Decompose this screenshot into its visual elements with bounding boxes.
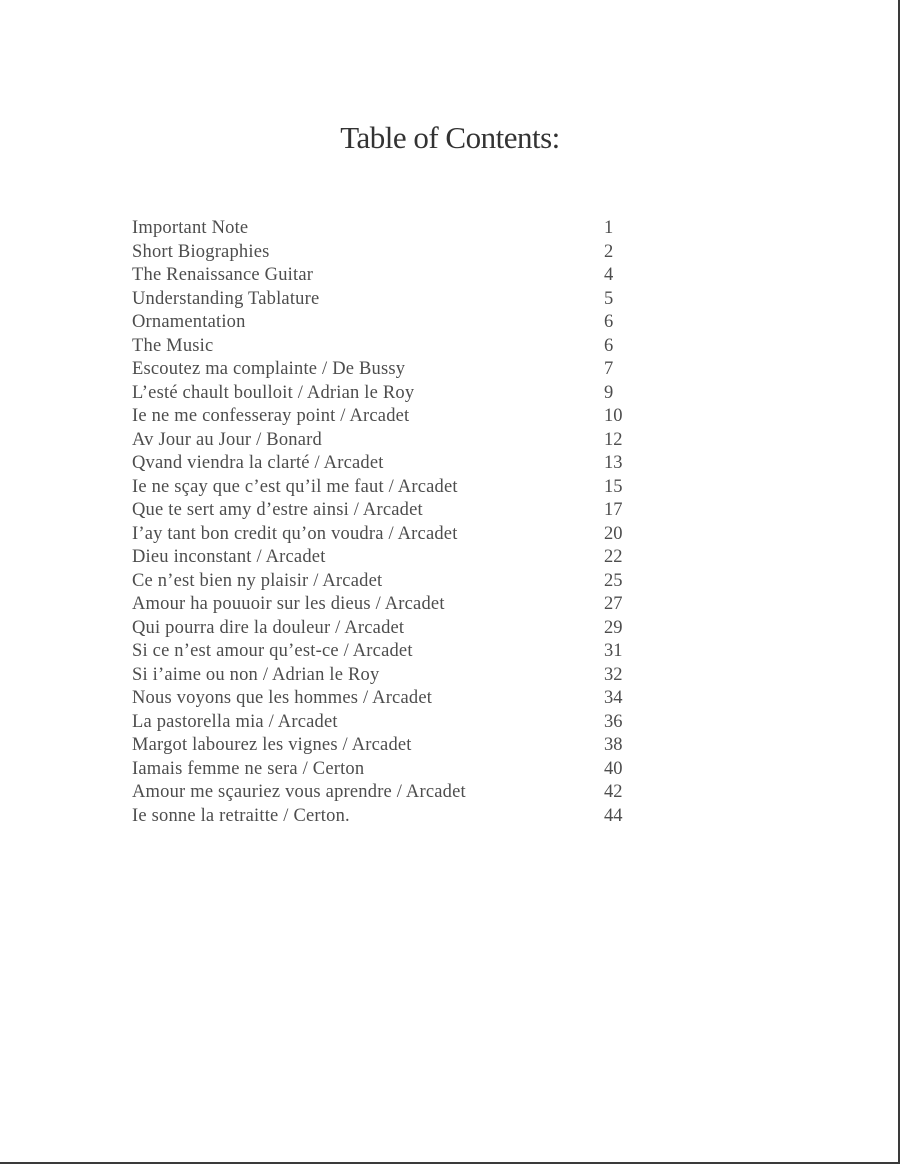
toc-entry-page-number: 22 [604,547,623,567]
toc-entry-page-number: 34 [604,688,623,708]
toc-entry [132,383,632,407]
toc-entry [132,218,632,242]
toc-entry-title: Escoutez ma complainte / De Bussy [132,359,406,379]
toc-entry-title: La pastorella mia / Arcadet [132,711,338,732]
toc-entry-title: Short Biographies [132,241,270,262]
toc-entry-page-number: 32 [604,664,623,685]
toc-entry-page-number: 44 [604,805,623,826]
toc-entry-title: L’esté chault boulloit / Adrian le Roy [132,382,415,403]
toc-entry-title: Dieu inconstant / Arcadet [132,547,326,567]
toc-entry [132,359,632,383]
toc-entry-title: Ce n’est bien ny plaisir / Arcadet [132,570,383,591]
toc-entry-title: Ie sonne la retraitte / Certon. [132,805,350,826]
page-title: Table of Contents: [340,120,560,155]
toc-entry-title: Amour me sçauriez vous aprendre / Arcadet [132,782,466,802]
toc-entry-page-number: 20 [604,523,623,544]
toc-entry-title: I’ay tant bon credit qu’on voudra / Arcadet [132,523,458,544]
toc-entry-title: Ie ne me confesseray point / Arcadet [132,406,410,426]
toc-entry-page-number: 25 [604,570,623,591]
toc-entry [132,594,632,618]
toc-entry [132,641,632,665]
toc-entry-page-number: 1 [604,218,614,238]
toc-entry-title: Av Jour au Jour / Bonard [132,429,322,450]
toc-entry-page-number: 6 [604,312,614,332]
toc-entry-page-number: 42 [604,782,623,802]
toc-entry [132,547,632,571]
toc-entry-title: Qvand viendra la clarté / Arcadet [132,453,384,473]
toc-entry [132,453,632,477]
toc-entry-page-number: 13 [604,453,623,473]
toc-entry [132,618,632,642]
toc-entry-title: Iamais femme ne sera / Certon [132,758,365,779]
toc-entry [132,735,632,759]
toc-entry-title: Margot labourez les vignes / Arcadet [132,735,412,755]
toc-entry [132,336,632,360]
toc-entry-title: Important Note [132,218,249,238]
toc-entry-page-number: 4 [604,265,614,285]
toc-entry-page-number: 29 [604,617,623,638]
toc-entry-page-number: 10 [604,406,623,426]
toc-entry-title: Ie ne sçay que c’est qu’il me faut / Arcadet [132,476,458,497]
toc-entry [132,406,632,430]
toc-entry-page-number: 38 [604,735,623,755]
toc-entry [132,265,632,289]
toc-entry-title: Si ce n’est amour qu’est-ce / Arcadet [132,641,413,661]
toc-entry-page-number: 7 [604,359,614,379]
toc-entry-title: Amour ha pouuoir sur les dieus / Arcadet [132,594,445,614]
toc-entry [132,782,632,806]
toc-entry [132,712,632,736]
toc-entry-page-number: 6 [604,335,614,356]
toc-entry-page-number: 15 [604,476,623,497]
toc-entry-title: Ornamentation [132,312,246,332]
toc-entry-title: Nous voyons que les hommes / Arcadet [132,688,433,708]
toc-entry-page-number: 12 [604,429,623,450]
toc-entry [132,806,632,830]
toc-entry [132,242,632,266]
toc-entry [132,759,632,783]
toc-entry [132,688,632,712]
toc-entry-page-number: 9 [604,382,614,403]
toc-entry-title: Understanding Tablature [132,288,320,309]
toc-entry-page-number: 2 [604,241,614,262]
toc-entry-title: Si i’aime ou non / Adrian le Roy [132,664,380,685]
toc-entry-page-number: 36 [604,711,623,732]
toc-entry-page-number: 27 [604,594,623,614]
toc-entry [132,524,632,548]
toc-entry-page-number: 17 [604,500,623,520]
toc-entry-page-number: 31 [604,641,623,661]
toc-entry-title: The Renaissance Guitar [132,265,314,285]
table-of-contents [132,218,632,829]
toc-entry [132,312,632,336]
toc-entry-title: Que te sert amy d’estre ainsi / Arcadet [132,500,423,520]
toc-entry [132,665,632,689]
toc-entry [132,500,632,524]
toc-entry [132,477,632,501]
toc-entry [132,430,632,454]
toc-entry [132,571,632,595]
toc-entry-page-number: 40 [604,758,623,779]
toc-entry-title: Qui pourra dire la douleur / Arcadet [132,617,405,638]
toc-entry [132,289,632,313]
toc-entry-title: The Music [132,335,214,356]
toc-entry-page-number: 5 [604,288,614,309]
